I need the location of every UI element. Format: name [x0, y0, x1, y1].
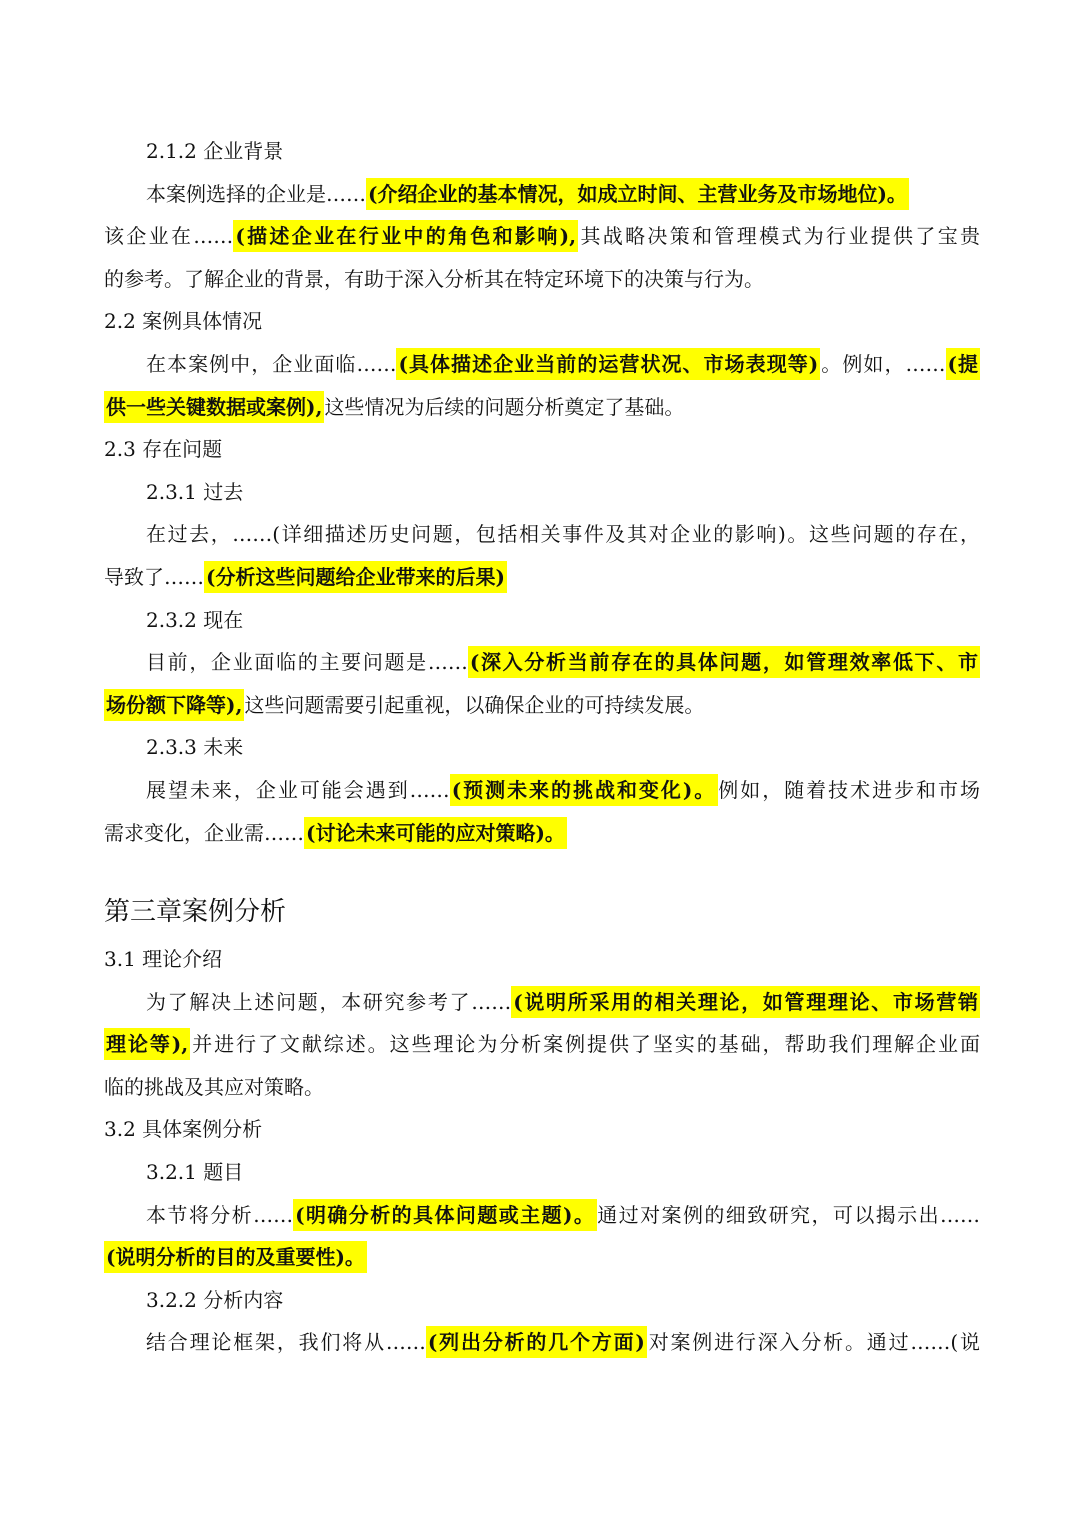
heading-text: 2.3.2 现在 [146, 607, 244, 632]
paragraph-line [104, 556, 980, 599]
body-text: 为了解决上述问题，本研究参考了…… [146, 989, 512, 1014]
body-text: 导致了…… [104, 564, 204, 589]
highlighted-placeholder: (列出分析的几个方面) [426, 1326, 647, 1358]
paragraph-line [104, 981, 980, 1024]
paragraph-line [104, 1066, 980, 1109]
paragraph-line [104, 769, 980, 812]
highlighted-placeholder: (明确分析的具体问题或主题)。 [293, 1199, 597, 1231]
heading-text: 3.2.2 分析内容 [146, 1287, 284, 1312]
document-page [104, 130, 980, 1364]
highlighted-placeholder: (预测未来的挑战和变化)。 [450, 774, 719, 806]
highlighted-placeholder: (分析这些问题给企业带来的后果) [204, 561, 507, 593]
body-text: 这些问题需要引起重视，以确保企业的可持续发展。 [244, 692, 705, 717]
paragraph-line [104, 343, 980, 386]
heading-text: 2.3.3 未来 [146, 735, 244, 760]
body-text: 临的挑战及其应对策略。 [104, 1074, 324, 1099]
body-text: 本节将分析…… [146, 1202, 294, 1227]
highlighted-placeholder: (提 [946, 348, 981, 380]
chapter-title: 第三章案例分析 [104, 897, 287, 928]
section-heading-2-3 [104, 428, 980, 471]
paragraph-line [104, 1321, 980, 1364]
highlighted-placeholder: (介绍企业的基本情况，如成立时间、主营业务及市场地位)。 [366, 178, 909, 210]
paragraph-line [104, 684, 980, 727]
section-heading-2-3-1 [104, 471, 980, 514]
highlighted-placeholder: 理论等), [104, 1028, 190, 1060]
body-text: 这些情况为后续的问题分析奠定了基础。 [324, 394, 685, 419]
paragraph-line [104, 173, 980, 216]
heading-text: 3.2 具体案例分析 [104, 1117, 263, 1142]
paragraph-line [104, 1236, 980, 1279]
paragraph-line [104, 215, 980, 258]
heading-text: 3.1 理论介绍 [104, 947, 223, 972]
body-text: 在本案例中，企业面临…… [146, 351, 397, 376]
section-heading-2-3-3 [104, 726, 980, 769]
section-heading-2-1-2 [104, 130, 980, 173]
paragraph-line [104, 513, 980, 556]
section-heading-2-2 [104, 300, 980, 343]
body-text: 需求变化，企业需…… [104, 820, 304, 845]
paragraph-line [104, 258, 980, 301]
highlighted-placeholder: (具体描述企业当前的运营状况、市场表现等) [396, 348, 820, 380]
section-heading-3-1 [104, 938, 980, 981]
heading-text: 2.3 存在问题 [104, 437, 223, 462]
paragraph-line [104, 641, 980, 684]
paragraph-line [104, 1194, 980, 1237]
heading-text: 2.2 案例具体情况 [104, 309, 263, 334]
body-text: 本案例选择的企业是…… [146, 181, 366, 206]
heading-text: 3.2.1 题目 [146, 1160, 244, 1185]
body-text: 在过去，……(详细描述历史问题，包括相关事件及其对企业的影响)。这些问题的存在， [146, 522, 980, 547]
highlighted-placeholder: (说明分析的目的及重要性)。 [104, 1241, 367, 1273]
paragraph-line [104, 1023, 980, 1066]
heading-text: 2.3.1 过去 [146, 479, 244, 504]
section-heading-3-2-1 [104, 1151, 980, 1194]
highlighted-placeholder: (描述企业在行业中的角色和影响), [233, 220, 578, 252]
body-text: 展望未来，企业可能会遇到…… [146, 777, 450, 802]
body-text: 例如，随着技术进步和市场 [718, 777, 980, 802]
highlighted-placeholder: (讨论未来可能的应对策略)。 [304, 817, 567, 849]
section-heading-3-2 [104, 1108, 980, 1151]
highlighted-placeholder: 供一些关键数据或案例), [104, 391, 324, 423]
body-text: 目前，企业面临的主要问题是…… [146, 650, 468, 675]
highlighted-placeholder: (深入分析当前存在的具体问题，如管理效率低下、市 [468, 646, 980, 678]
paragraph-line [104, 812, 980, 855]
body-text: 的参考。了解企业的背景，有助于深入分析其在特定环境下的决策与行为。 [104, 266, 764, 291]
body-text: 通过对案例的细致研究，可以揭示出…… [597, 1202, 980, 1227]
highlighted-placeholder: (说明所采用的相关理论，如管理理论、市场营销 [511, 986, 980, 1018]
body-text: 。例如，…… [820, 351, 946, 376]
body-text: 其战略决策和管理模式为行业提供了宝贵 [578, 224, 981, 249]
section-heading-2-3-2 [104, 599, 980, 642]
highlighted-placeholder: 场份额下降等), [104, 689, 244, 721]
body-text: 该企业在…… [104, 224, 234, 249]
heading-text: 2.1.2 企业背景 [146, 139, 284, 163]
paragraph-line [104, 386, 980, 429]
body-text: 对案例进行深入分析。通过……(说 [646, 1330, 980, 1355]
section-heading-3-2-2 [104, 1279, 980, 1322]
body-text: 并进行了文献综述。这些理论为分析案例提供了坚实的基础，帮助我们理解企业面 [190, 1032, 980, 1057]
body-text: 结合理论框架，我们将从…… [146, 1330, 426, 1355]
